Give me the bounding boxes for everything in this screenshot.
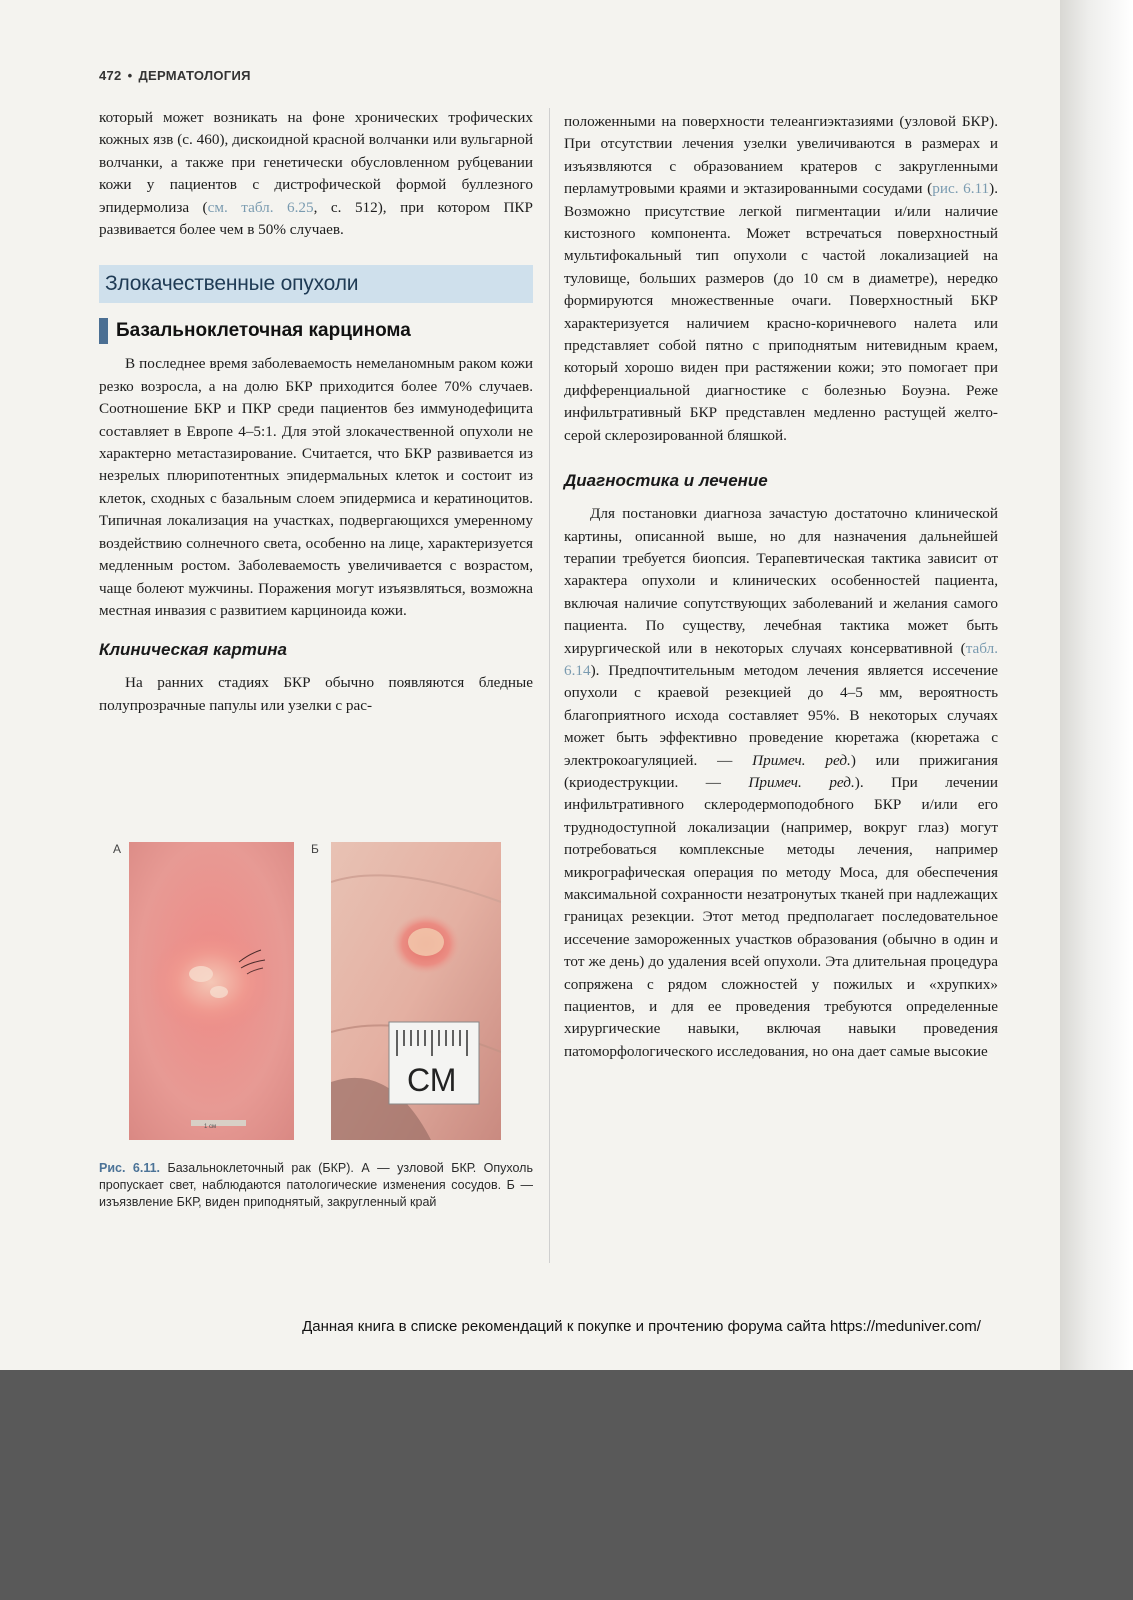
heading-clinical-picture: Клиническая картина	[99, 640, 287, 660]
figure-reference-link[interactable]: рис. 6.11	[932, 180, 990, 198]
heading-bar-marker	[99, 318, 108, 344]
column-divider	[549, 108, 550, 1263]
running-header	[99, 68, 251, 83]
paragraph-diagnosis: Для постановки диагноза зачастую достаточно клинической картины, описанной выше, но для назначения дальнейшей терапии требуется биопсия. Терапевтическая тактика зависит от характера опухоли и клинических особенностей пациента, включая наличие сопутствующих заболеваний и желания самого пациента. По существу, лечебная тактика может быть хирургической или в некоторых случаях консервативной (табл. 6.14). Предпочтительным методом лечения является иссечение опухоли с краевой резекцией до 4–5 мм, вероятность благоприятного исхода составляет 95%. В некоторых случаях может быть эффективно проведение кюретажа (кюретажа с электрокоагуляцией. — Примеч. ред.) или прижигания (криодеструкции. — Примеч. ред.). При лечении инфильтративного склеродермоподобного БКР и/или его труднодоступной локализации (например, вокруг глаз) могут потребоваться комплексные методы лечения, например микрографическая операция по методу Моса, для обеспечения максимальной сохранности незатронутых тканей при надлежащих границах резекции. Этот метод предполагает последовательное иссечение замороженных участков образования (обычно в один и тот же день) до удаления всей опухоли. Эта длительная процедура сопряжена с рядом сложностей у пожилых и «хрупких» пациентов, и для ее проведения требуются определенные хирургические навыки, включая навыки проведения патоморфологического исследования, но она дает самые высокие	[564, 505, 998, 1060]
table-reference-link[interactable]: см. табл. 6.25	[207, 198, 314, 216]
paragraph-continued: положенными на поверхности телеангиэктазиями (узловой БКР). При отсутствии лечения узелки увеличиваются в размерах и изъязвляются с образованием кратеров с закругленными перламутровыми краями и эктазированными сосудами (рис. 6.11). Возможно присутствие легкой пигментации и/или наличие кистозного компонента. Может встречаться поверхностный мультифокальный тип опухоли с частой локализацией на туловище, больших размеров (до 10 см в диаметре), нередко формируются множественные очаги. Поверхностный БКР характеризуется наличием красно-коричневого налета или представляет собой пятно с приподнятым нитевидным краем, который хорошо виден при растяжении кожи; это помогает при дифференциальной диагностике с болезнью Боуэна. Реже инфильтративный БКР представлен медленно растущей желто-серой склерозированной бляшкой.	[564, 113, 998, 444]
paragraph-clinical: На ранних стадиях БКР обычно появляются бледные полупрозрачные папулы или узелки с рас-	[99, 674, 533, 714]
page-edge-shadow	[1060, 0, 1133, 1370]
figure-caption: Рис. 6.11. Базальноклеточный рак (БКР). А — узловой БКР. Опухоль пропускает свет, наблюдаются патологические изменения сосудов. Б — изъязвление БКР, виден приподнятый, закругленный край	[99, 1161, 533, 1209]
scale-unit-label: СМ	[407, 1062, 457, 1098]
section-title: ДЕРМАТОЛОГИЯ	[138, 68, 251, 83]
right-column	[564, 111, 998, 1063]
editor-note: Примеч. ред.	[748, 773, 855, 791]
photo-nodular-bcc	[129, 842, 294, 1140]
photo-ulcerated-bcc	[331, 842, 501, 1140]
footer-notice: Данная книга в списке рекомендаций к покупке и прочтению форума сайта https://meduniver.com/	[302, 1318, 981, 1335]
scan-bottom-band	[0, 1370, 1133, 1600]
figure-label-b: Б	[311, 842, 319, 856]
paragraph-bcc: В последнее время заболеваемость немеланомным раком кожи резко возросла, а на долю БКР приходится более 70% случаев. Соотношение БКР и ПКР среди пациентов без иммунодефицита составляет в Европе 4–5:1. Для этой злокачественной опухоли не характерно метастазирование. Считается, что БКР развивается из незрелых плюрипотентных эпидермальных клеток и состоит из клеток, сходных с базальным слоем эпидермиса и кератиноцитов. Типичная локализация на участках, подвергающихся умеренному воздействию солнечного света, особенно на лице, характеризуется медленным ростом. Заболеваемость увеличивается с возрастом, чаще болеют мужчины. Поражения могут изъязвляться, возможна местная инвазия с развитием карциноида кожи.	[99, 355, 533, 619]
editor-note: Примеч. ред.	[752, 751, 851, 769]
subsection-heading: Базальноклеточная карцинома	[99, 317, 533, 345]
section-band-heading: Злокачественные опухоли	[99, 265, 533, 303]
figure-6-11	[99, 842, 533, 1262]
page-number: 472	[99, 68, 122, 83]
photo-a-image	[129, 842, 294, 1140]
figure-reference: Рис. 6.11.	[99, 1161, 161, 1175]
heading-diagnosis-treatment: Диагностика и лечение	[564, 471, 768, 491]
figure-label-a: А	[113, 842, 122, 856]
header-separator: •	[127, 68, 133, 83]
ruler-caption-small: 1 см	[204, 1124, 217, 1130]
left-column	[99, 107, 533, 717]
paragraph-intro: который может возникать на фоне хронических трофических кожных язв (с. 460), дискоидной красной волчанки или вульгарной волчанки, а также при генетически обусловленном рубцевании кожи у пациентов с дистрофической формой буллезного эпидермолиза (см. табл. 6.25, с. 512), при котором ПКР развивается более чем в 50% случаев.	[99, 109, 533, 239]
table-6-14-link[interactable]: табл. 6.14	[564, 639, 998, 679]
